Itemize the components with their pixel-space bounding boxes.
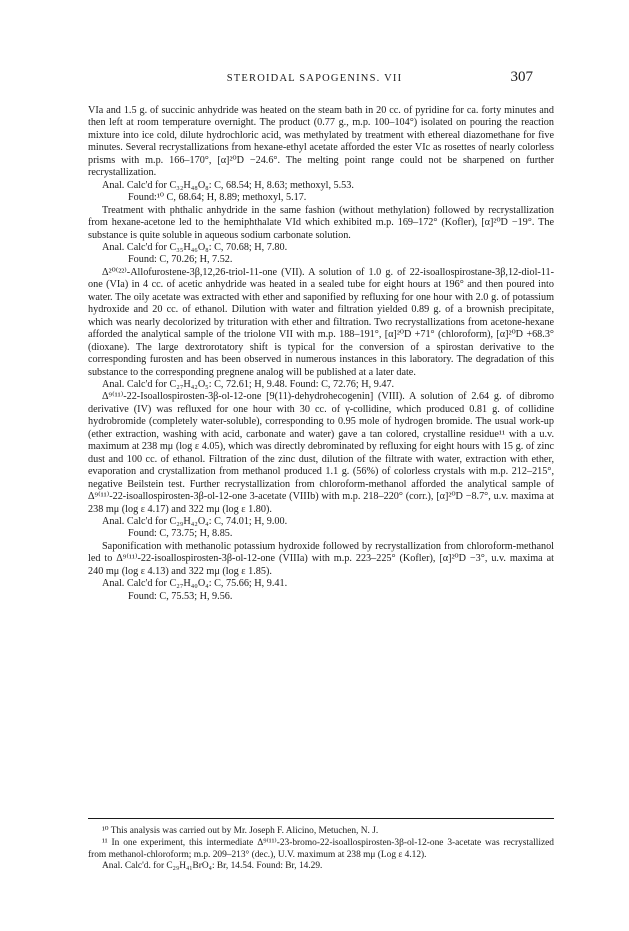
analysis-calculated-found: Anal. Calc'd for C₂₇H₄₂O₅: C, 72.61; H, 9.48. Found: C, 72.76; H, 9.47.	[102, 378, 395, 390]
body-text	[88, 105, 554, 603]
footnote-10: ¹⁰ This analysis was carried out by Mr. Joseph F. Alicino, Metuchen, N. J.	[102, 826, 379, 836]
paragraph-continued: VIa and 1.5 g. of succinic anhydride was heated on the steam bath in 20 cc. of pyridine for ca. forty minutes and then left at room temperature overnight. The product (0.77 g., m.p. 100–104°) isolated on pouring the reaction mixture into ice cold, dilute hydrochloric acid, was methylated by treatment with ethereal diazomethane for five minutes. Several recrystallizations from hexane-ethyl acetate afforded the ester VIc as rosettes of nearly colorless prisms with m.p. 166–170°, [α]²⁰D −24.6°. The melting point range could not be sharpened on further recrystallization.	[88, 105, 554, 179]
analysis-calculated: Anal. Calc'd for C₃₅H₄₆O₈: C, 70.68; H, 7.80.	[102, 241, 288, 253]
analysis-found: Found: C, 70.26; H, 7.52.	[128, 254, 233, 266]
analysis-found: Found: C, 73.75; H, 8.85.	[128, 528, 233, 540]
paragraph-dehydrohecogenin: Δ⁹⁽¹¹⁾-22-Isoallospirosten-3β-ol-12-one [9(11)-dehydrohecogenin] (VIII). A solution of 2.64 g. of dibromo derivative (IV) was refluxed for one hour with 30 cc. of γ-collidine, which produced 0.81 g. of collidine hydrobromide (completely water-soluble), corresponding to 0.95 mole of hydrogen bromide. The usual work-up (ether extraction, washing with acid, carbonate and water) gave a tan colored, crystalline residue¹¹ with a u.v. maximum at 238 mμ (log ε 4.05), which was directly debrominated by refluxing for eight hours with 15 g. of zinc dust and 100 cc. of ethanol. Filtration of the zinc dust, dilution of the filtrate with water, extraction with ether, evaporation and crystallization from methanol produced 1.1 g. (56%) of colorless crystals with m.p. 212–215°, negative Beilstein test. Further recrystallization from chloroform-methanol afforded the analytical sample of Δ⁹⁽¹¹⁾-22-isoallospirosten-3β-ol-12-one 3-acetate (VIIIb) with m.p. 218–220° (corr.), [α]²⁰D −8.7°, u.v. maxima at 238 mμ (log ε 4.17) and 322 mμ (log ε 1.80).	[88, 391, 554, 515]
footnotes	[88, 826, 554, 873]
footnote-11: ¹¹ In one experiment, this intermediate Δ⁹⁽¹¹⁾-23-bromo-22-isoallospirosten-3β-ol-12-one 3-acetate was recrystallized from methanol-chloroform; m.p. 209–213° (dec.), U.V. maximum at 238 mμ (Log ε 4.12).	[88, 837, 554, 860]
paragraph-hemiphthalate: Treatment with phthalic anhydride in the same fashion (without methylation) followed by recrystallization from hexane-acetone led to the hemiphthalate VId which exhibited m.p. 169–172° (Kofler), [α]²⁰D −19°. The substance is quite soluble in aqueous sodium carbonate solution.	[88, 204, 554, 241]
analysis-found: Found: C, 75.53; H, 9.56.	[128, 590, 233, 602]
page-header	[0, 69, 629, 88]
footnote-divider	[88, 818, 554, 819]
paragraph-allofurostene: Δ²⁰⁽²²⁾-Allofurostene-3β,12,26-triol-11-one (VII). A solution of 1.0 g. of 22-isoallospirostane-3β,12-diol-11-one (VIa) in 4 cc. of acetic anhydride was heated in a sealed tube for eight hours at 196° and then poured into water. The oily acetate was extracted with ether and saponified by refluxing for one hour with 2.0 g. of potassium hydroxide and 20 cc. of ethanol. Dilution with water and filtration yielded 0.89 g. of a brownish precipitate, which was nearly decolorized by trituration with ether and filtration. Two recrystallizations from acetone-hexane afforded the analytical sample of the triolone VII with m.p. 188–191°, [α]²⁰D +71° (chloroform), [α]²⁰D +68.3° (dioxane). The large dextrorotatory shift is typical for the conversion of a spirostan derivative to the corresponding furosten and has been observed in numerous instances in this laboratory. The degradation of this substance to the corresponding pregnene analog will be published at a later date.	[88, 266, 554, 378]
paragraph-saponification: Saponification with methanolic potassium hydroxide followed by recrystallization from chloroform-methanol led to Δ⁹⁽¹¹⁾-22-isoallospirosten-3β-ol-12-one (VIIIa) with m.p. 223–225° (Kofler), [α]²⁰D −3°, u.v. maxima at 240 mμ (log ε 4.13) and 322 mμ (log ε 1.85).	[88, 540, 554, 577]
running-head: STEROIDAL SAPOGENINS. VII	[226, 73, 403, 84]
analysis-calculated: Anal. Calc'd for C₂₉H₄₂O₄: C, 74.01; H, 9.00.	[102, 515, 288, 527]
footnote-analysis: Anal. Calc'd. for C₂₉H₄₁BrO₄: Br, 14.54. Found: Br, 14.29.	[102, 861, 323, 872]
analysis-calculated: Anal. Calc'd for C₃₂H₄₈O₈: C, 68.54; H, 8.63; methoxyl, 5.53.	[102, 179, 354, 191]
analysis-found: Found:¹⁰ C, 68.64; H, 8.89; methoxyl, 5.17.	[128, 192, 307, 204]
page-number: 307	[510, 69, 533, 85]
analysis-calculated: Anal. Calc'd for C₂₇H₄₀O₄: C, 75.66; H, 9.41.	[102, 578, 288, 590]
